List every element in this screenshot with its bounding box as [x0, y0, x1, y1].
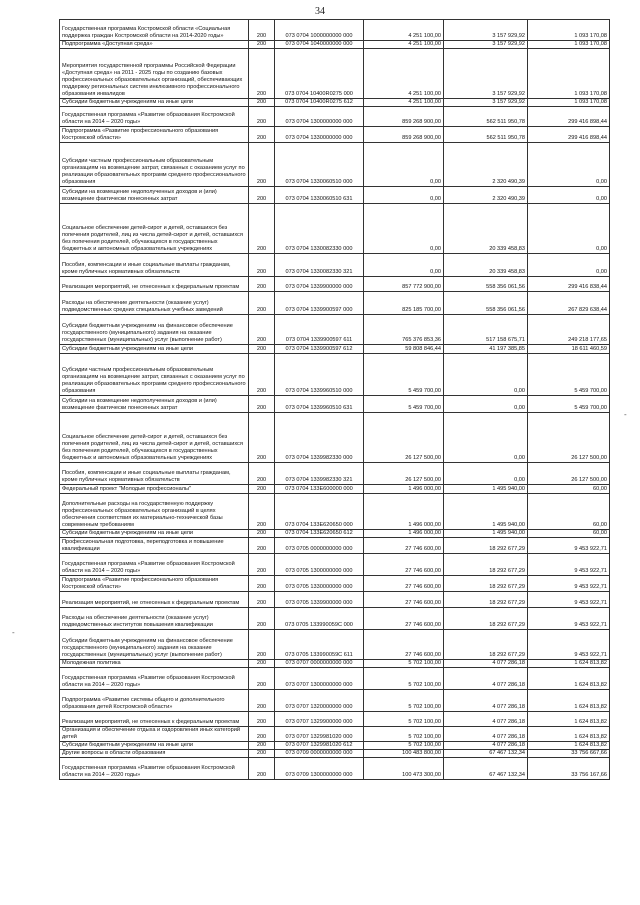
table-row	[60, 204, 610, 254]
admin-code-cell: 200	[249, 254, 275, 277]
row-name-cell: Государственная программа «Развитие образования Костромской области на 2014 – 2020 годы»	[60, 554, 249, 576]
admin-code-cell: 200	[249, 41, 275, 49]
approved-amount-cell: 27 746 600,00	[364, 576, 444, 592]
table-row	[60, 668, 610, 690]
budget-code-cell: 073 0705 1300000000 000	[275, 554, 364, 576]
approved-amount-cell: 4 251 100,00	[364, 99, 444, 107]
budget-code-cell: 073 0707 1320000000 000	[275, 690, 364, 712]
executed-amount-cell: 3 157 929,92	[444, 99, 528, 107]
budget-code-cell: 073 0709 0000000000 000	[275, 750, 364, 758]
table-row	[60, 630, 610, 660]
executed-amount-cell: 0,00	[444, 463, 528, 485]
admin-code-cell: 200	[249, 187, 275, 204]
remaining-amount-cell: 60,00	[528, 530, 610, 538]
approved-amount-cell: 5 459 700,00	[364, 396, 444, 413]
row-name-cell: Субсидии бюджетным учреждениям на иные цели	[60, 99, 249, 107]
approved-amount-cell: 100 483 800,00	[364, 750, 444, 758]
approved-amount-cell: 27 746 600,00	[364, 592, 444, 608]
executed-amount-cell: 18 292 677,29	[444, 592, 528, 608]
approved-amount-cell: 59 808 846,44	[364, 345, 444, 354]
page-number: 34	[315, 6, 325, 17]
budget-code-cell: 073 0704 1330060510 631	[275, 187, 364, 204]
budget-code-cell: 073 0704 1330082330 321	[275, 254, 364, 277]
admin-code-cell: 200	[249, 742, 275, 750]
remaining-amount-cell: 299 416 898,44	[528, 127, 610, 143]
table-row	[60, 463, 610, 485]
executed-amount-cell: 0,00	[444, 396, 528, 413]
admin-code-cell: 200	[249, 660, 275, 668]
executed-amount-cell: 562 511 950,78	[444, 127, 528, 143]
row-name-cell: Профессиональная подготовка, переподготовка и повышение квалификации	[60, 538, 249, 554]
admin-code-cell: 200	[249, 127, 275, 143]
approved-amount-cell: 26 127 500,00	[364, 463, 444, 485]
executed-amount-cell: 558 356 061,56	[444, 292, 528, 315]
row-name-cell: Субсидии частным профессиональным образовательным организациям на возмещение затрат, связанных с оказанием услуг по реализации образовательных программ среднего профессионального образования	[60, 143, 249, 187]
admin-code-cell: 200	[249, 463, 275, 485]
approved-amount-cell: 100 473 300,00	[364, 758, 444, 780]
row-name-cell: Организация и обеспечение отдыха и оздоровления иных категорий детей	[60, 727, 249, 742]
scan-mark-left: -	[12, 628, 15, 637]
remaining-amount-cell: 5 459 700,00	[528, 354, 610, 396]
budget-code-cell: 073 0704 10400R0275 000	[275, 49, 364, 99]
executed-amount-cell: 18 292 677,29	[444, 608, 528, 630]
row-name-cell: Подпрограмма «Развитие профессионального образования Костромской области»	[60, 127, 249, 143]
row-name-cell: Подпрограмма «Развитие системы общего и дополнительного образования детей Костромской области»	[60, 690, 249, 712]
remaining-amount-cell: 1 624 813,82	[528, 712, 610, 727]
executed-amount-cell: 18 292 677,29	[444, 554, 528, 576]
budget-code-cell: 073 0704 1339900000 000	[275, 277, 364, 292]
remaining-amount-cell: 1 093 170,08	[528, 99, 610, 107]
budget-code-cell: 073 0709 1300000000 000	[275, 758, 364, 780]
approved-amount-cell: 5 702 100,00	[364, 668, 444, 690]
remaining-amount-cell: 9 453 922,71	[528, 608, 610, 630]
admin-code-cell: 200	[249, 630, 275, 660]
remaining-amount-cell: 1 624 813,82	[528, 727, 610, 742]
row-name-cell: Социальное обеспечение детей-сирот и детей, оставшихся без попечения родителей, лиц из числа детей-сирот и детей, оставшихся без попечения родителей, обучающихся в государственных бюджетных и автономных образовательных учреждениях	[60, 413, 249, 463]
table-row	[60, 315, 610, 345]
remaining-amount-cell: 1 624 813,82	[528, 660, 610, 668]
admin-code-cell: 200	[249, 727, 275, 742]
row-name-cell: Субсидии бюджетным учреждениям на финансовое обеспечение государственного (муниципального) задания на оказание государственных (муниципальных) услуг (выполнение работ)	[60, 630, 249, 660]
table-row	[60, 660, 610, 668]
executed-amount-cell: 3 157 929,92	[444, 20, 528, 41]
remaining-amount-cell: 1 093 170,08	[528, 49, 610, 99]
budget-code-cell: 073 0704 1339900597 612	[275, 345, 364, 354]
executed-amount-cell: 4 077 286,18	[444, 742, 528, 750]
approved-amount-cell: 27 746 600,00	[364, 608, 444, 630]
admin-code-cell: 200	[249, 758, 275, 780]
executed-amount-cell: 4 077 286,18	[444, 690, 528, 712]
row-name-cell: Социальное обеспечение детей-сирот и детей, оставшихся без попечения родителей, лиц из числа детей-сирот и детей, оставшихся без попечения родителей, обучающихся в государственных бюджетных и автономных образовательных учреждениях	[60, 204, 249, 254]
table-row	[60, 608, 610, 630]
budget-code-cell: 073 0705 133990059C 611	[275, 630, 364, 660]
approved-amount-cell: 27 746 600,00	[364, 554, 444, 576]
table-row	[60, 592, 610, 608]
approved-amount-cell: 825 185 700,00	[364, 292, 444, 315]
remaining-amount-cell: 267 829 638,44	[528, 292, 610, 315]
budget-code-cell: 073 0704 133E620650 000	[275, 494, 364, 530]
budget-code-cell: 073 0705 0000000000 000	[275, 538, 364, 554]
remaining-amount-cell: 26 127 500,00	[528, 413, 610, 463]
approved-amount-cell: 5 702 100,00	[364, 742, 444, 750]
approved-amount-cell: 1 496 000,00	[364, 494, 444, 530]
table-row	[60, 292, 610, 315]
executed-amount-cell: 18 292 677,29	[444, 576, 528, 592]
remaining-amount-cell: 60,00	[528, 485, 610, 494]
row-name-cell: Государственная программа «Развитие образования Костромской области на 2014 – 2020 годы»	[60, 668, 249, 690]
table-row	[60, 712, 610, 727]
remaining-amount-cell: 1 093 170,08	[528, 20, 610, 41]
budget-code-cell: 073 0705 1330000000 000	[275, 576, 364, 592]
admin-code-cell: 200	[249, 690, 275, 712]
remaining-amount-cell: 1 624 813,82	[528, 690, 610, 712]
budget-code-cell: 073 0707 1329981020 000	[275, 727, 364, 742]
approved-amount-cell: 26 127 500,00	[364, 413, 444, 463]
admin-code-cell: 200	[249, 204, 275, 254]
row-name-cell: Субсидии бюджетным учреждениям на иные цели	[60, 345, 249, 354]
admin-code-cell: 200	[249, 712, 275, 727]
executed-amount-cell: 2 320 490,39	[444, 143, 528, 187]
admin-code-cell: 200	[249, 750, 275, 758]
approved-amount-cell: 5 702 100,00	[364, 712, 444, 727]
executed-amount-cell: 41 197 385,85	[444, 345, 528, 354]
row-name-cell: Пособия, компенсации и иные социальные выплаты гражданам, кроме публичных нормативных обязательств	[60, 463, 249, 485]
budget-code-cell: 073 0704 1330000000 000	[275, 127, 364, 143]
remaining-amount-cell: 9 453 922,71	[528, 592, 610, 608]
approved-amount-cell: 857 772 900,00	[364, 277, 444, 292]
approved-amount-cell: 859 268 900,00	[364, 127, 444, 143]
admin-code-cell: 200	[249, 277, 275, 292]
executed-amount-cell: 0,00	[444, 413, 528, 463]
budget-table	[59, 19, 610, 780]
admin-code-cell: 200	[249, 592, 275, 608]
table-row	[60, 187, 610, 204]
approved-amount-cell: 5 702 100,00	[364, 690, 444, 712]
budget-code-cell: 073 0705 133990059C 000	[275, 608, 364, 630]
table-row	[60, 485, 610, 494]
table-row	[60, 690, 610, 712]
row-name-cell: Государственная программа «Развитие образования Костромской области на 2014 – 2020 годы»	[60, 758, 249, 780]
budget-code-cell: 073 0704 1339900597 611	[275, 315, 364, 345]
admin-code-cell: 200	[249, 576, 275, 592]
executed-amount-cell: 67 467 132,34	[444, 750, 528, 758]
budget-code-cell: 073 0704 1339982330 321	[275, 463, 364, 485]
admin-code-cell: 200	[249, 292, 275, 315]
budget-code-cell: 073 0707 1300000000 000	[275, 668, 364, 690]
admin-code-cell: 200	[249, 538, 275, 554]
budget-code-cell: 073 0707 1329900000 000	[275, 712, 364, 727]
row-name-cell: Реализация мероприятий, не отнесенных к федеральным проектам	[60, 712, 249, 727]
executed-amount-cell: 4 077 286,18	[444, 712, 528, 727]
row-name-cell: Государственная программа Костромской области «Социальная поддержка граждан Костромской области на 2014-2020 годы»	[60, 20, 249, 41]
executed-amount-cell: 1 495 940,00	[444, 485, 528, 494]
table-row	[60, 538, 610, 554]
table-row	[60, 345, 610, 354]
admin-code-cell: 200	[249, 345, 275, 354]
remaining-amount-cell: 26 127 500,00	[528, 463, 610, 485]
executed-amount-cell: 67 467 132,34	[444, 758, 528, 780]
table-row	[60, 554, 610, 576]
remaining-amount-cell: 0,00	[528, 204, 610, 254]
remaining-amount-cell: 1 093 170,08	[528, 41, 610, 49]
row-name-cell: Пособия, компенсации и иные социальные выплаты гражданам, кроме публичных нормативных обязательств	[60, 254, 249, 277]
table-row	[60, 107, 610, 127]
remaining-amount-cell: 9 453 922,71	[528, 538, 610, 554]
admin-code-cell: 200	[249, 107, 275, 127]
row-name-cell: Федеральный проект "Молодые профессионалы"	[60, 485, 249, 494]
admin-code-cell: 200	[249, 49, 275, 99]
remaining-amount-cell: 299 416 898,44	[528, 107, 610, 127]
budget-code-cell: 073 0707 0000000000 000	[275, 660, 364, 668]
approved-amount-cell: 4 251 100,00	[364, 20, 444, 41]
remaining-amount-cell: 9 453 922,71	[528, 554, 610, 576]
budget-code-cell: 073 0705 1339900000 000	[275, 592, 364, 608]
budget-code-cell: 073 0704 1339960510 631	[275, 396, 364, 413]
remaining-amount-cell: 299 416 838,44	[528, 277, 610, 292]
executed-amount-cell: 1 495 940,00	[444, 530, 528, 538]
row-name-cell: Субсидии бюджетным учреждениям на финансовое обеспечение государственного (муниципального) задания на оказание государственных (муниципальных) услуг (выполнение работ)	[60, 315, 249, 345]
budget-code-cell: 073 0704 1339982330 000	[275, 413, 364, 463]
executed-amount-cell: 4 077 286,18	[444, 727, 528, 742]
approved-amount-cell: 859 268 900,00	[364, 107, 444, 127]
budget-code-cell: 073 0704 1330060510 000	[275, 143, 364, 187]
table-row	[60, 354, 610, 396]
approved-amount-cell: 5 702 100,00	[364, 660, 444, 668]
table-row	[60, 41, 610, 49]
row-name-cell: Мероприятия государственной программы Российской Федерации «Доступная среда» на 2011 - 2025 годы по созданию базовых профессиональных образовательных организаций, обеспечивающих поддержку региональных систем инклюзивного профессионального образования инвалидов	[60, 49, 249, 99]
budget-code-cell: 073 0707 1329981020 612	[275, 742, 364, 750]
remaining-amount-cell: 0,00	[528, 187, 610, 204]
remaining-amount-cell: 9 453 922,71	[528, 576, 610, 592]
budget-code-cell: 073 0704 1000000000 000	[275, 20, 364, 41]
table-row	[60, 254, 610, 277]
admin-code-cell: 200	[249, 396, 275, 413]
remaining-amount-cell: 249 218 177,65	[528, 315, 610, 345]
admin-code-cell: 200	[249, 143, 275, 187]
row-name-cell: Подпрограмма «Развитие профессионального образования Костромской области»	[60, 576, 249, 592]
approved-amount-cell: 5 702 100,00	[364, 727, 444, 742]
table-row	[60, 127, 610, 143]
budget-code-cell: 073 0704 1300000000 000	[275, 107, 364, 127]
table-row	[60, 758, 610, 780]
budget-table-body	[60, 20, 610, 780]
row-name-cell: Субсидии частным профессиональным образовательным организациям на возмещение затрат, связанных с оказанием услуг по реализации образовательных программ среднего профессионального образования	[60, 354, 249, 396]
budget-code-cell: 073 0704 133E620650 612	[275, 530, 364, 538]
admin-code-cell: 200	[249, 608, 275, 630]
admin-code-cell: 200	[249, 485, 275, 494]
approved-amount-cell: 0,00	[364, 204, 444, 254]
remaining-amount-cell: 1 624 813,82	[528, 668, 610, 690]
executed-amount-cell: 3 157 929,92	[444, 41, 528, 49]
scan-mark-right: -	[624, 410, 627, 419]
remaining-amount-cell: 18 611 460,59	[528, 345, 610, 354]
table-row	[60, 413, 610, 463]
budget-code-cell: 073 0704 133E600000 000	[275, 485, 364, 494]
row-name-cell: Дополнительные расходы на государственную поддержку профессиональных образовательных организаций в целях обеспечения соответствия их материально-технической базы современным требованиям	[60, 494, 249, 530]
admin-code-cell: 200	[249, 315, 275, 345]
table-row	[60, 530, 610, 538]
remaining-amount-cell: 9 453 922,71	[528, 630, 610, 660]
row-name-cell: Другие вопросы в области образования	[60, 750, 249, 758]
budget-code-cell: 073 0704 10400R0275 612	[275, 99, 364, 107]
executed-amount-cell: 0,00	[444, 354, 528, 396]
row-name-cell: Расходы на обеспечение деятельности (оказание услуг) подведомственных средних специальных учебных заведений	[60, 292, 249, 315]
executed-amount-cell: 3 157 929,92	[444, 49, 528, 99]
approved-amount-cell: 0,00	[364, 143, 444, 187]
approved-amount-cell: 0,00	[364, 254, 444, 277]
approved-amount-cell: 1 496 000,00	[364, 485, 444, 494]
remaining-amount-cell: 33 756 667,66	[528, 750, 610, 758]
approved-amount-cell: 1 496 000,00	[364, 530, 444, 538]
table-row	[60, 494, 610, 530]
row-name-cell: Государственная программа «Развитие образования Костромской области на 2014 – 2020 годы»	[60, 107, 249, 127]
row-name-cell: Субсидии бюджетным учреждениям на иные цели	[60, 742, 249, 750]
approved-amount-cell: 5 459 700,00	[364, 354, 444, 396]
table-row	[60, 49, 610, 99]
row-name-cell: Расходы на обеспечение деятельности (оказание услуг) подведомственных институтов повышения квалификации	[60, 608, 249, 630]
executed-amount-cell: 2 320 490,39	[444, 187, 528, 204]
executed-amount-cell: 4 077 286,18	[444, 660, 528, 668]
admin-code-cell: 200	[249, 99, 275, 107]
table-row	[60, 20, 610, 41]
table-row	[60, 727, 610, 742]
admin-code-cell: 200	[249, 668, 275, 690]
table-row	[60, 143, 610, 187]
executed-amount-cell: 18 292 677,29	[444, 538, 528, 554]
remaining-amount-cell: 1 624 813,82	[528, 742, 610, 750]
executed-amount-cell: 558 356 061,56	[444, 277, 528, 292]
executed-amount-cell: 4 077 286,18	[444, 668, 528, 690]
remaining-amount-cell: 0,00	[528, 254, 610, 277]
table-row	[60, 396, 610, 413]
remaining-amount-cell: 0,00	[528, 143, 610, 187]
approved-amount-cell: 27 746 600,00	[364, 538, 444, 554]
budget-code-cell: 073 0704 1339900597 000	[275, 292, 364, 315]
row-name-cell: Субсидии бюджетным учреждениям на иные цели	[60, 530, 249, 538]
approved-amount-cell: 27 746 600,00	[364, 630, 444, 660]
row-name-cell: Субсидии на возмещение недополученных доходов и (или) возмещение фактически понесенных затрат	[60, 187, 249, 204]
executed-amount-cell: 20 339 458,83	[444, 254, 528, 277]
table-row	[60, 742, 610, 750]
approved-amount-cell: 0,00	[364, 187, 444, 204]
executed-amount-cell: 20 339 458,83	[444, 204, 528, 254]
approved-amount-cell: 4 251 100,00	[364, 49, 444, 99]
admin-code-cell: 200	[249, 20, 275, 41]
table-row	[60, 750, 610, 758]
row-name-cell: Подпрограмма «Доступная среда»	[60, 41, 249, 49]
row-name-cell: Молодежная политика	[60, 660, 249, 668]
executed-amount-cell: 517 158 675,71	[444, 315, 528, 345]
row-name-cell: Реализация мероприятий, не отнесенных к федеральным проектам	[60, 277, 249, 292]
row-name-cell: Реализация мероприятий, не отнесенных к федеральным проектам	[60, 592, 249, 608]
approved-amount-cell: 765 376 853,36	[364, 315, 444, 345]
table-row	[60, 277, 610, 292]
budget-code-cell: 073 0704 1040000000 000	[275, 41, 364, 49]
admin-code-cell: 200	[249, 494, 275, 530]
remaining-amount-cell: 5 459 700,00	[528, 396, 610, 413]
table-row	[60, 99, 610, 107]
executed-amount-cell: 18 292 677,29	[444, 630, 528, 660]
remaining-amount-cell: 33 756 167,66	[528, 758, 610, 780]
admin-code-cell: 200	[249, 413, 275, 463]
budget-code-cell: 073 0704 1339960510 000	[275, 354, 364, 396]
admin-code-cell: 200	[249, 554, 275, 576]
remaining-amount-cell: 60,00	[528, 494, 610, 530]
executed-amount-cell: 1 495 940,00	[444, 494, 528, 530]
executed-amount-cell: 562 511 950,78	[444, 107, 528, 127]
row-name-cell: Субсидии на возмещение недополученных доходов и (или) возмещение фактически понесенных затрат	[60, 396, 249, 413]
table-row	[60, 576, 610, 592]
admin-code-cell: 200	[249, 354, 275, 396]
budget-code-cell: 073 0704 1330082330 000	[275, 204, 364, 254]
admin-code-cell: 200	[249, 530, 275, 538]
approved-amount-cell: 4 251 100,00	[364, 41, 444, 49]
